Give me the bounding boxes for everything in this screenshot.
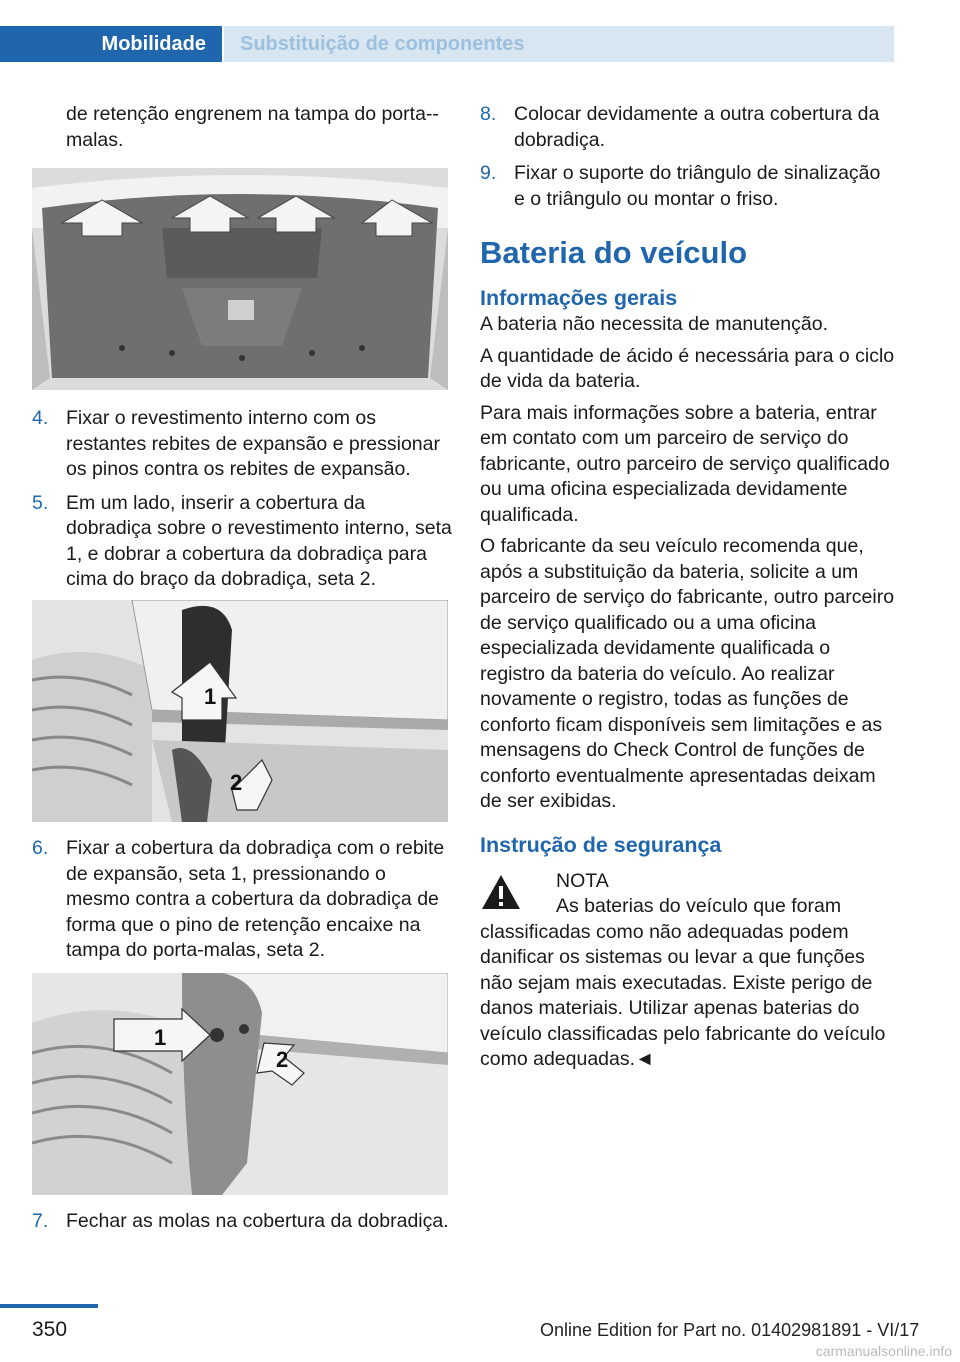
step-item	[32, 406, 452, 483]
step-item	[32, 1209, 452, 1235]
section-heading: Bateria do veículo	[480, 235, 748, 270]
subheading-safety: Instrução de segurança	[480, 832, 722, 857]
page-header	[0, 0, 960, 62]
step-text: Colocar devidamente a outra cobertura da dobradiça.	[514, 103, 880, 151]
step-number: 4.	[32, 407, 49, 429]
step-item	[480, 161, 896, 212]
notice-text: As baterias do veículo que foram classificadas como não adequadas podem danificar os sistemas ou levar a que funções não sejam mais executadas. Existe perigo de danos materiais. Utilizar apenas baterias do veículo classificadas pelo fabricante do veículo como adequadas.◄	[480, 895, 886, 1070]
step-text: Fechar as molas na cobertura da dobradiça.	[66, 1210, 449, 1232]
step-text: Fixar o suporte do triângulo de sinalização e o triângulo ou montar o friso.	[514, 162, 881, 210]
arrow-label-1b: 1	[154, 1025, 167, 1050]
edition-note: Online Edition for Part no. 01402981891 - VI/17	[540, 1320, 920, 1340]
step-number: 7.	[32, 1210, 49, 1232]
step-item	[32, 491, 452, 593]
right-column	[480, 102, 896, 1073]
paragraph: A bateria não necessita de manutenção.	[480, 313, 828, 335]
page-number: 350	[32, 1318, 68, 1341]
notice-label: NOTA	[556, 869, 609, 892]
arrow-label-1: 1	[204, 684, 217, 709]
left-steps-b	[32, 836, 452, 972]
paragraph: A quantidade de ácido é necessária para o ciclo de vida da bateria.	[480, 344, 895, 392]
footer-rule	[0, 1304, 98, 1308]
step-number: 5.	[32, 491, 49, 514]
step-text: Fixar o revestimento interno com os restantes rebites de expansão e pressionar os pinos contra os rebites de expansão.	[66, 407, 440, 480]
arrow-label-2: 2	[230, 770, 243, 795]
step-item	[32, 836, 452, 964]
paragraph: O fabricante da seu veículo recomenda que, após a substituição da bateria, solicite a um parceiro de serviço do fabricante, outro parceiro de serviço qualificado ou a uma oficina especializada devidamente qualificada o registro da bateria do veículo. Ao realizar novamente o registro, todas as funções de conforto ficam disponíveis sem limitações e as mensagens do Check Control de funções de conforto eventualmente apresentadas deixam de ser exibidas.	[480, 535, 895, 812]
left-intro	[66, 102, 446, 153]
figure-hinge-cover-insert	[32, 600, 448, 822]
paragraph: Para mais informações sobre a bateria, entrar em contato com um parceiro de serviço do fabricante, outro parceiro de serviço qualificado ou uma oficina especializada devidamente qualificada.	[480, 401, 890, 526]
left-steps-c	[32, 1209, 452, 1243]
step-number: 8.	[480, 103, 497, 125]
figure-expansion-rivet	[32, 973, 448, 1195]
notice-block	[480, 869, 896, 895]
section-tab[interactable]: Mobilidade	[0, 26, 222, 62]
subsection-tab[interactable]: Substituição de componentes	[224, 26, 894, 62]
intro-text: de retenção engrenem na tampa do porta--malas.	[66, 103, 439, 151]
watermark: carmanualsonline.info	[815, 1343, 952, 1359]
figure-trunk-lid-lining	[32, 168, 448, 390]
warning-triangle-icon	[480, 873, 522, 911]
step-number: 9.	[480, 162, 497, 184]
left-steps-a	[32, 406, 452, 601]
step-item	[480, 102, 896, 153]
arrow-label-2b: 2	[276, 1047, 289, 1072]
subheading-general-info: Informações gerais	[480, 286, 678, 310]
step-number: 6.	[32, 837, 49, 859]
step-text: Fixar a cobertura da dobradiça com o rebite de expansão, seta 1, pressionando o mesmo contra a cobertura da dobradiça de forma que o pino de retenção encaixe na tampa do porta-malas, seta 2.	[66, 837, 445, 961]
step-text: Em um lado, inserir a cobertura da dobradiça sobre o revestimento interno, seta 1, e dobrar a cobertura da dobradiça para cima do braço da dobradiça, seta 2.	[66, 491, 452, 590]
